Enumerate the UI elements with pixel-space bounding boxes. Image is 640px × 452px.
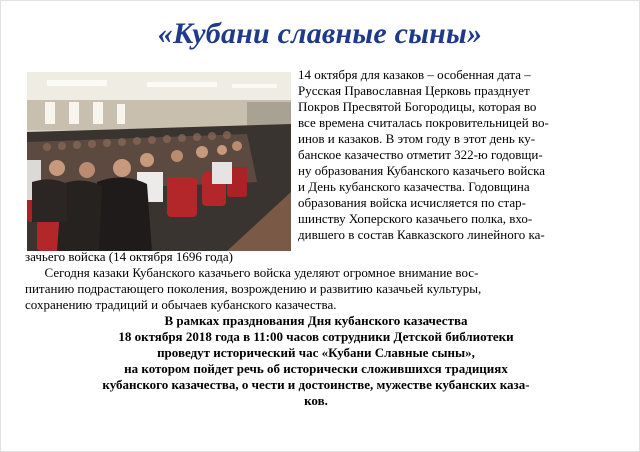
article-line: Покров Пресвятой Богородицы, которая во [298,99,537,114]
article-line: ну образования Кубанского казачьего войска [298,163,546,178]
article-line: и День кубанского казачества. Годовщина [298,179,530,194]
announcement-line: кубанского казачества, о чести и достоинстве, мужестве кубанских каза- [102,377,530,392]
announcement-line: В рамках празднования Дня кубанского казачества [164,313,468,328]
article-line: Русская Православная Церковь празднует [298,83,530,98]
article-wrap-text [298,67,605,243]
article-line: зачьего войска (14 октября 1696 года) [25,249,233,264]
article-line: банское казачество отметит 322-ю годовщи- [298,147,543,162]
poster-title: «Кубани славные сыны» [157,17,483,50]
article-line: сохранению традиций и обычаев кубанского казачества. [25,297,337,312]
article-line: все времена считалась покровительницей во- [298,115,549,130]
announcement-line: проведут исторический час «Кубани Славные сыны», [157,345,475,360]
announcement-line: на котором пойдет речь об исторически сложившихся традициях [124,361,508,376]
article-line: Сегодня казаки Кубанского казачьего войска уделяют огромное внимание вос- [25,265,479,280]
cossack-assembly-photo [27,72,291,251]
article-line: инов и казаков. В этом году в этот день ку- [298,131,536,146]
article-line: шинству Хоперского казачьего полка, вхо- [298,211,533,226]
article-line: питанию подрастающего поколения, возрождению и развитию казачьей культуры, [25,281,482,296]
announcement-line: 18 октября 2018 года в 11:00 часов сотрудники Детской библиотеки [118,329,514,344]
article-line: образования войска исчисляется по стар- [298,195,526,210]
article-line: 14 октября для казаков – особенная дата – [298,67,531,82]
announcement-line: ков. [304,393,328,408]
article-full-text [25,249,607,409]
article-line: дившего в состав Кавказского линейного ка- [298,227,545,242]
